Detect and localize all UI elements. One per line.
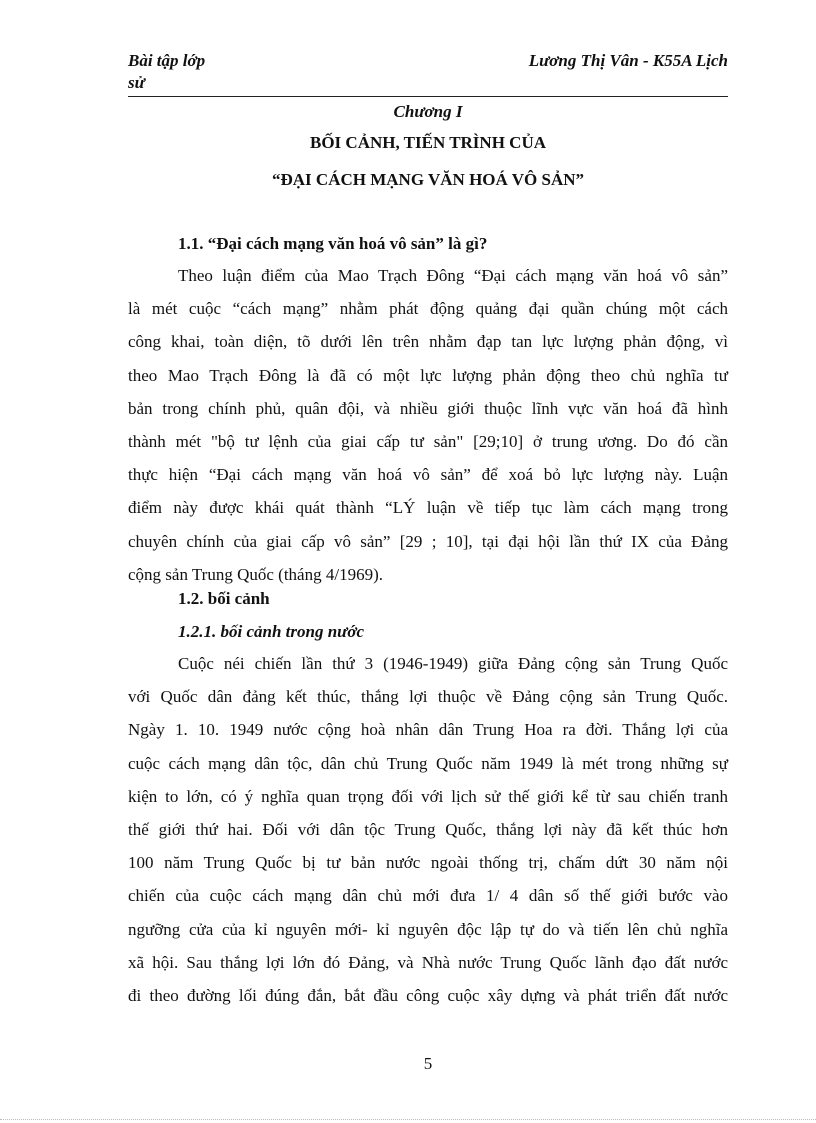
section-1-2-1-paragraph — [128, 647, 728, 1012]
page-number: 5 — [423, 1054, 433, 1073]
paragraph-line: Theo luận điểm của Mao Trạch Đông “Đại cách mạng văn hoá vô sản” — [178, 266, 728, 285]
paragraph-line: chiến của cuộc cách mạng dân chủ mới đưa 1/ 4 dân số thế giới bước vào — [128, 886, 728, 906]
section-1-1-paragraph — [128, 259, 728, 591]
paragraph-line: Cuộc néi chiến lần thứ 3 (1946-1949) giữa Đảng cộng sản Trung Quốc — [178, 654, 728, 673]
paragraph-line: Ngày 1. 10. 1949 nước cộng hoà nhân dân Trung Hoa ra đời. Thắng lợi của — [128, 720, 728, 740]
header-left — [128, 50, 248, 94]
paragraph-line: đi theo đường lối đúng đắn, bắt đầu công cuộc xây dựng và phát triển đất nước — [128, 985, 728, 1005]
paragraph-line: chuyên chính của giai cấp vô sản” [29 ; 10], tại đại hội lần thứ IX của Đảng — [128, 531, 728, 551]
paragraph-line: thành mét "bộ tư lệnh của giai cấp tư sản" [29;10] ở trung ương. Do đó cần — [128, 431, 728, 451]
section-heading-1-2-1: 1.2.1. bối cảnh trong nước — [178, 622, 365, 641]
paragraph-line: xã hội. Sau thắng lợi lớn đó Đảng, và Nhà nước Trung Quốc lãnh đạo đất nước — [128, 952, 728, 972]
paragraph-line: với Quốc dân đảng kết thúc, thắng lợi thuộc về Đảng cộng sản Trung Quốc. — [128, 687, 728, 707]
paragraph-line: điểm này được khái quát thành “LÝ luận về tiếp tục làm cách mạng trong — [128, 498, 728, 518]
chapter-label: Chương I — [393, 102, 463, 121]
header-rule — [128, 96, 728, 97]
page-bottom-border — [0, 1119, 816, 1120]
section-heading-1-2: 1.2. bối cảnh — [178, 589, 270, 608]
paragraph-line: cộng sản Trung Quốc (tháng 4/1969). — [128, 564, 383, 584]
paragraph-line: 100 năm Trung Quốc bị tư bản nước ngoài thống trị, chấm dứt 30 năm nội — [128, 853, 728, 873]
paragraph-line: công khai, toàn diện, tõ dưới lên trên nhằm đạp tan lực lượng phản động, vì — [128, 332, 728, 352]
paragraph-line: kiện to lớn, có ý nghĩa quan trọng đối với lịch sử thế giới kể từ sau chiến tranh — [128, 786, 728, 806]
header-left-line1: Bài tập lớp — [128, 51, 206, 70]
chapter-title-line2: “ĐẠI CÁCH MẠNG VĂN HOÁ VÔ SẢN” — [272, 170, 584, 189]
paragraph-line: theo Mao Trạch Đông là đã có một lực lượng phản động theo chủ nghĩa tư — [128, 365, 728, 385]
header-left-line2: sử — [128, 73, 145, 92]
chapter-title-line1: BỐI CẢNH, TIẾN TRÌNH CỦA — [310, 133, 546, 152]
paragraph-line: thế giới thứ hai. Đối với dân tộc Trung Quốc, thắng lợi này đã kết thúc hơn — [128, 819, 728, 839]
paragraph-line: cuộc cách mạng dân tộc, dân chủ Trung Quốc năm 1949 là mét trong những sự — [128, 753, 728, 773]
header-right: Lương Thị Vân - K55A Lịch — [528, 51, 728, 70]
paragraph-line: bản trong chính phủ, quân đội, và nhiều giới thuộc lĩnh vực văn hoá đã hình — [128, 398, 728, 418]
paragraph-line: thực hiện “Đại cách mạng văn hoá vô sản” để xoá bỏ lực lượng này. Luận — [128, 465, 728, 485]
section-heading-1-1: 1.1. “Đại cách mạng văn hoá vô sản” là gì? — [178, 234, 488, 253]
paragraph-line: là mét cuộc “cách mạng” nhằm phát động quảng đại quần chúng một cách — [128, 299, 728, 319]
paragraph-line: ngưỡng cửa của kỉ nguyên mới- kỉ nguyên độc lập tự do và tiến lên chủ nghĩa — [128, 919, 728, 939]
